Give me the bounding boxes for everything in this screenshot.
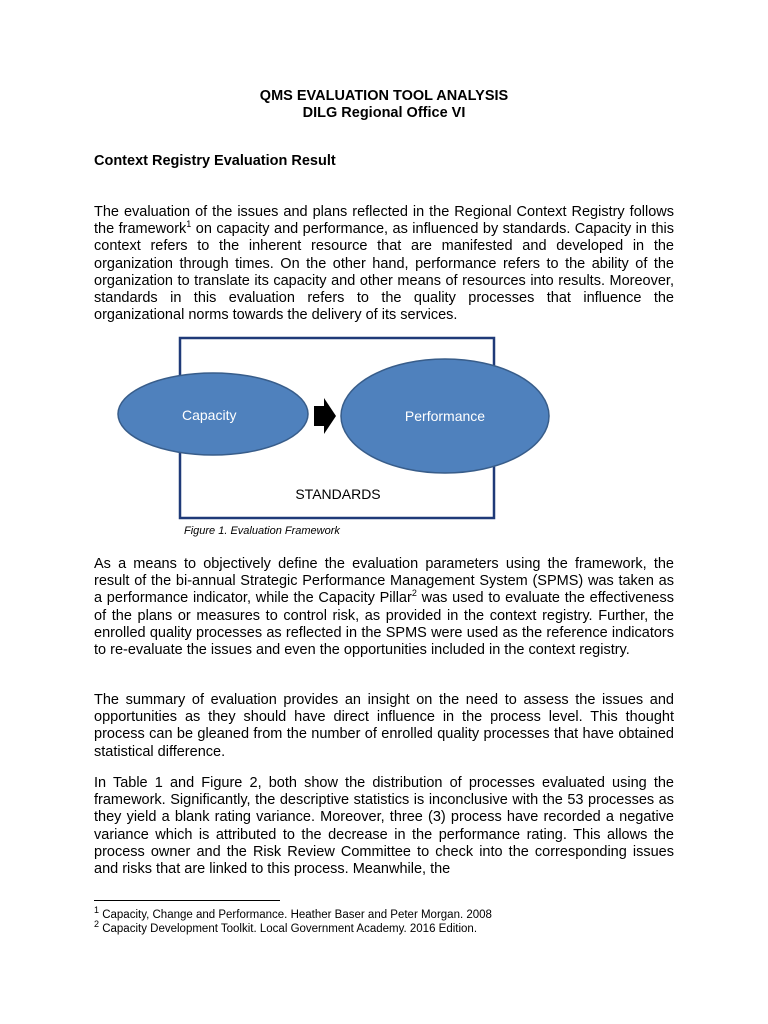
- footnote-ref-2: 2: [411, 588, 417, 599]
- paragraph-text: was used to evaluate the effectiveness of the plans or measures to control risk, as provided in the context registry. Further, the enrolled quality processes as reflected in the SPMS were used as the reference indicators to re-evaluate the issues and even the opportunities included in the context registry.: [94, 590, 674, 659]
- paragraph-framework: [94, 204, 674, 324]
- paragraph-parameters: [94, 556, 674, 659]
- paragraph-summary: The summary of evaluation provides an insight on the need to assess the issues and opportunities as they should have direct influence in the process level. This thought process can be gleaned from the number of enrolled quality processes that have obtained statistical difference.: [94, 692, 674, 760]
- figure-caption: Figure 1. Evaluation Framework: [184, 525, 340, 537]
- arrow-right-icon: [314, 398, 336, 434]
- footnote-text: Capacity Development Toolkit. Local Government Academy. 2016 Edition.: [99, 923, 478, 935]
- footnote-divider: [94, 900, 280, 901]
- document-subtitle: DILG Regional Office VI: [302, 105, 466, 121]
- performance-label: Performance: [404, 408, 486, 424]
- footnote-number: 1: [94, 905, 100, 916]
- paragraph-text: As a means to objectively define the evaluation parameters using the framework, the result of the bi-annual Strategic Performance Management System (SPMS) was taken as a performance indicator, while the Capacity Pillar: [94, 556, 674, 607]
- footnote-ref-1: 1: [186, 219, 192, 230]
- document-title: QMS EVALUATION TOOL ANALYSIS: [259, 88, 509, 104]
- standards-label: STANDARDS: [295, 486, 381, 502]
- paragraph-text: on capacity and performance, as influenced by standards. Capacity in this context refers to the inherent resource that are manifested and developed in the organization through times. On the other hand, performance refers to the ability of the organization to translate its capacity and other means of resources into results. Moreover, standards in this evaluation refers to the quality processes that influence the organizational norms towards the delivery of its services.: [94, 221, 674, 324]
- paragraph-text: The evaluation of the issues and plans reflected in the Regional Context Registry follows the framework: [94, 204, 674, 238]
- section-heading: Context Registry Evaluation Result: [94, 153, 336, 169]
- footnote-number: 2: [94, 919, 100, 930]
- paragraph-distribution: In Table 1 and Figure 2, both show the distribution of processes evaluated using the framework. Significantly, the descriptive statistics is inconclusive with the 53 processes as they yield a blank rating variance. Moreover, three (3) process have recorded a negative variance which is attributed to the decrease in the performance rating. This allows the process owner and the Risk Review Committee to check into the corresponding issues and risks that are linked to this process. Meanwhile, the: [94, 775, 674, 878]
- footnote-2: [94, 919, 478, 936]
- footnote-text: Capacity, Change and Performance. Heather Baser and Peter Morgan. 2008: [99, 909, 492, 921]
- footnote-1: [94, 905, 492, 922]
- capacity-label: Capacity: [182, 407, 237, 423]
